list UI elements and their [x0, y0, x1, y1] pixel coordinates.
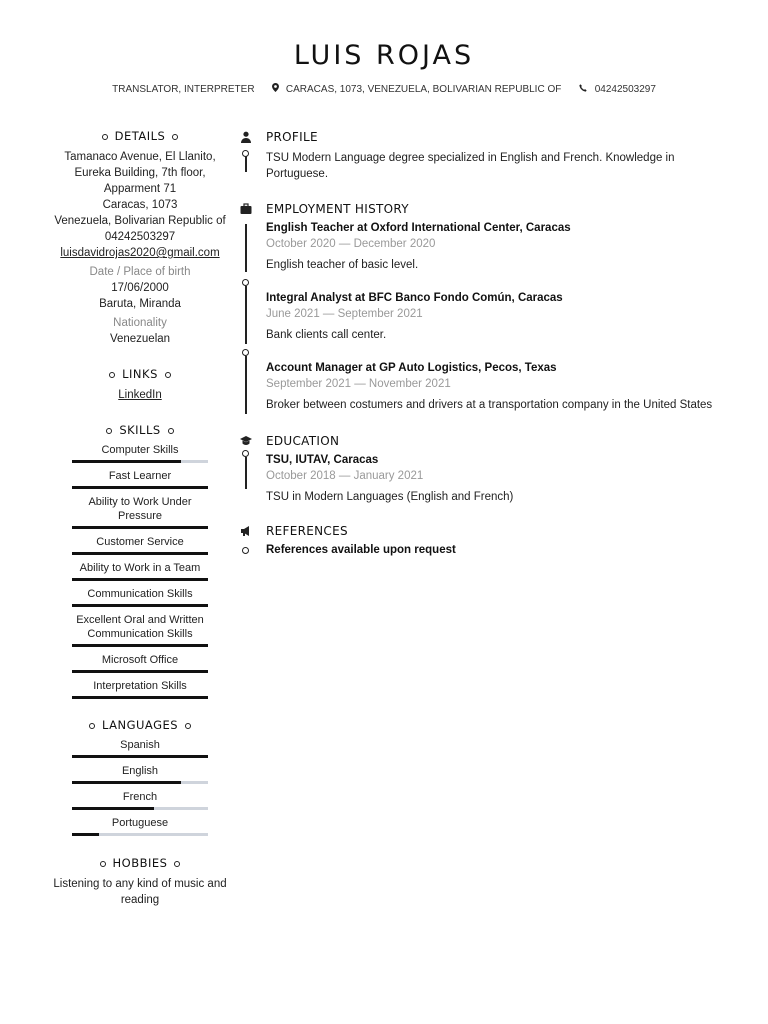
job-dates: September 2021 — November 2021	[266, 378, 451, 390]
skill-item-label: Microsoft Office	[101, 654, 179, 666]
megaphone-icon	[240, 525, 252, 537]
skill-item-level-bar	[72, 526, 208, 529]
language-item-level-bar	[72, 807, 208, 810]
skill-item-level-fill	[72, 578, 208, 581]
job-dates: October 2020 — December 2020	[266, 238, 436, 250]
linkedin-link[interactable]: LinkedIn	[118, 389, 162, 401]
skill-item-level-bar	[72, 486, 208, 489]
skill-item-label: Customer Service	[96, 536, 184, 548]
job-description: English teacher of basic level.	[266, 259, 419, 271]
job-title: Integral Analyst at BFC Banco Fondo Común, Caracas	[266, 292, 563, 304]
education-heading: EDUCATION	[240, 432, 740, 450]
language-item-level-fill	[72, 781, 181, 784]
skill-item	[72, 587, 208, 607]
references-entry	[240, 542, 740, 558]
language-item-level-fill	[72, 807, 154, 810]
education-entry	[240, 452, 740, 505]
job-title: English Teacher at Oxford International Center, Caracas	[266, 222, 571, 234]
language-item-level-bar	[72, 833, 208, 836]
job-entry	[240, 220, 740, 273]
job-description: Bank clients call center.	[266, 329, 387, 341]
details-phone: 04242503297	[104, 231, 176, 243]
graduation-cap-icon	[240, 435, 252, 447]
sidebar	[48, 128, 232, 908]
job-entry	[240, 290, 740, 343]
skill-item	[72, 469, 208, 489]
skill-item-level-fill	[72, 644, 208, 647]
address-line: Apparment 71	[103, 183, 177, 195]
language-item-label: Spanish	[120, 739, 160, 751]
skill-item-level-fill	[72, 526, 208, 529]
job-title: TRANSLATOR, INTERPRETER	[112, 83, 255, 95]
skill-item-label: Excellent Oral and Written Communication Skills	[76, 614, 204, 640]
employment-section	[240, 200, 740, 413]
skill-item	[72, 653, 208, 673]
birthplace-value: Baruta, Miranda	[99, 298, 181, 310]
language-item	[72, 738, 208, 758]
address-line: Venezuela, Bolivarian Republic of	[54, 215, 226, 227]
bullet-icon	[172, 134, 178, 140]
bullet-icon	[102, 134, 108, 140]
header-subline	[0, 83, 768, 95]
references-section	[240, 522, 740, 558]
skill-item-level-fill	[72, 486, 208, 489]
skills-list	[48, 443, 232, 699]
person-icon	[240, 131, 252, 143]
skill-item-level-fill	[72, 670, 208, 673]
language-item	[72, 764, 208, 784]
nationality-label: Nationality	[113, 317, 167, 329]
language-item-label: French	[122, 791, 158, 803]
briefcase-icon	[240, 203, 252, 215]
skill-item-label: Computer Skills	[101, 444, 179, 456]
skill-item-label: Ability to Work Under Pressure	[88, 496, 192, 522]
bullet-icon	[174, 861, 180, 867]
skill-item-level-bar	[72, 552, 208, 555]
languages-heading: LANGUAGES	[48, 717, 232, 733]
address-line: Caracas, 1073	[102, 199, 178, 211]
education-dates: October 2018 — January 2021	[266, 470, 424, 482]
job-title: Account Manager at GP Auto Logistics, Pecos, Texas	[266, 362, 557, 374]
bullet-icon	[165, 372, 171, 378]
languages-list	[48, 738, 232, 836]
education-section	[240, 432, 740, 505]
hobbies-line: reading	[120, 894, 160, 906]
skill-item	[72, 535, 208, 555]
bullet-icon	[100, 861, 106, 867]
language-item-label: Portuguese	[111, 817, 169, 829]
language-item-level-fill	[72, 833, 99, 836]
hobbies-line: Listening to any kind of music and	[53, 878, 227, 890]
header-phone: 04242503297	[594, 83, 656, 95]
main-column	[240, 128, 740, 558]
language-item-level-bar	[72, 755, 208, 758]
language-item-level-fill	[72, 755, 208, 758]
skill-item	[72, 495, 208, 529]
header-location: CARACAS, 1073, VENEZUELA, BOLIVARIAN REPUBLIC OF	[285, 83, 562, 95]
hobbies-heading: HOBBIES	[48, 855, 232, 871]
skill-item-level-bar	[72, 644, 208, 647]
resume-name: LUIS ROJAS	[293, 40, 475, 71]
skill-item-level-bar	[72, 460, 208, 463]
skill-item-label: Fast Learner	[108, 470, 172, 482]
skill-item-level-bar	[72, 578, 208, 581]
address-line: Tamanaco Avenue, El Llanito,	[64, 151, 216, 163]
skills-heading: SKILLS	[48, 422, 232, 438]
location-pin-icon	[272, 83, 283, 95]
address-line: Eureka Building, 7th floor,	[74, 167, 206, 179]
language-item-level-bar	[72, 781, 208, 784]
job-entry	[240, 360, 740, 413]
language-item	[72, 816, 208, 836]
references-heading: REFERENCES	[240, 522, 740, 540]
skill-item-level-fill	[72, 552, 208, 555]
bullet-icon	[168, 428, 174, 434]
language-item-label: English	[121, 765, 159, 777]
job-dates: June 2021 — September 2021	[266, 308, 423, 320]
bullet-icon	[106, 428, 112, 434]
details-heading: DETAILS	[48, 128, 232, 144]
employment-heading: EMPLOYMENT HISTORY	[240, 200, 740, 218]
dob-label: Date / Place of birth	[89, 266, 191, 278]
skill-item-level-bar	[72, 696, 208, 699]
nationality-value: Venezuelan	[109, 333, 171, 345]
skill-item	[72, 561, 208, 581]
education-title: TSU, IUTAV, Caracas	[266, 454, 379, 466]
skill-item-label: Interpretation Skills	[93, 680, 187, 692]
profile-section	[240, 128, 740, 182]
profile-heading: PROFILE	[240, 128, 740, 146]
bullet-icon	[109, 372, 115, 378]
bullet-icon	[185, 723, 191, 729]
skill-item	[72, 679, 208, 699]
dob-value: 17/06/2000	[111, 282, 169, 294]
language-item	[72, 790, 208, 810]
skill-item-label: Ability to Work in a Team	[79, 562, 201, 574]
profile-line: Portuguese.	[266, 168, 329, 180]
skill-item-level-bar	[72, 604, 208, 607]
skill-item	[72, 613, 208, 647]
skill-item-label: Communication Skills	[87, 588, 193, 600]
job-description: Broker between costumers and drivers at a transportation company in the United States	[266, 399, 713, 411]
skill-item	[72, 443, 208, 463]
skill-item-level-fill	[72, 460, 181, 463]
links-heading: LINKS	[48, 366, 232, 382]
skill-item-level-fill	[72, 696, 208, 699]
skill-item-level-bar	[72, 670, 208, 673]
profile-line: TSU Modern Language degree specialized in English and French. Knowledge in	[266, 152, 675, 164]
references-text: References available upon request	[266, 544, 456, 556]
email-link[interactable]: luisdavidrojas2020@gmail.com	[60, 247, 220, 259]
phone-icon	[579, 84, 592, 95]
education-description: TSU in Modern Languages (English and French)	[266, 491, 514, 503]
bullet-icon	[89, 723, 95, 729]
skill-item-level-fill	[72, 604, 208, 607]
profile-body	[240, 150, 740, 182]
